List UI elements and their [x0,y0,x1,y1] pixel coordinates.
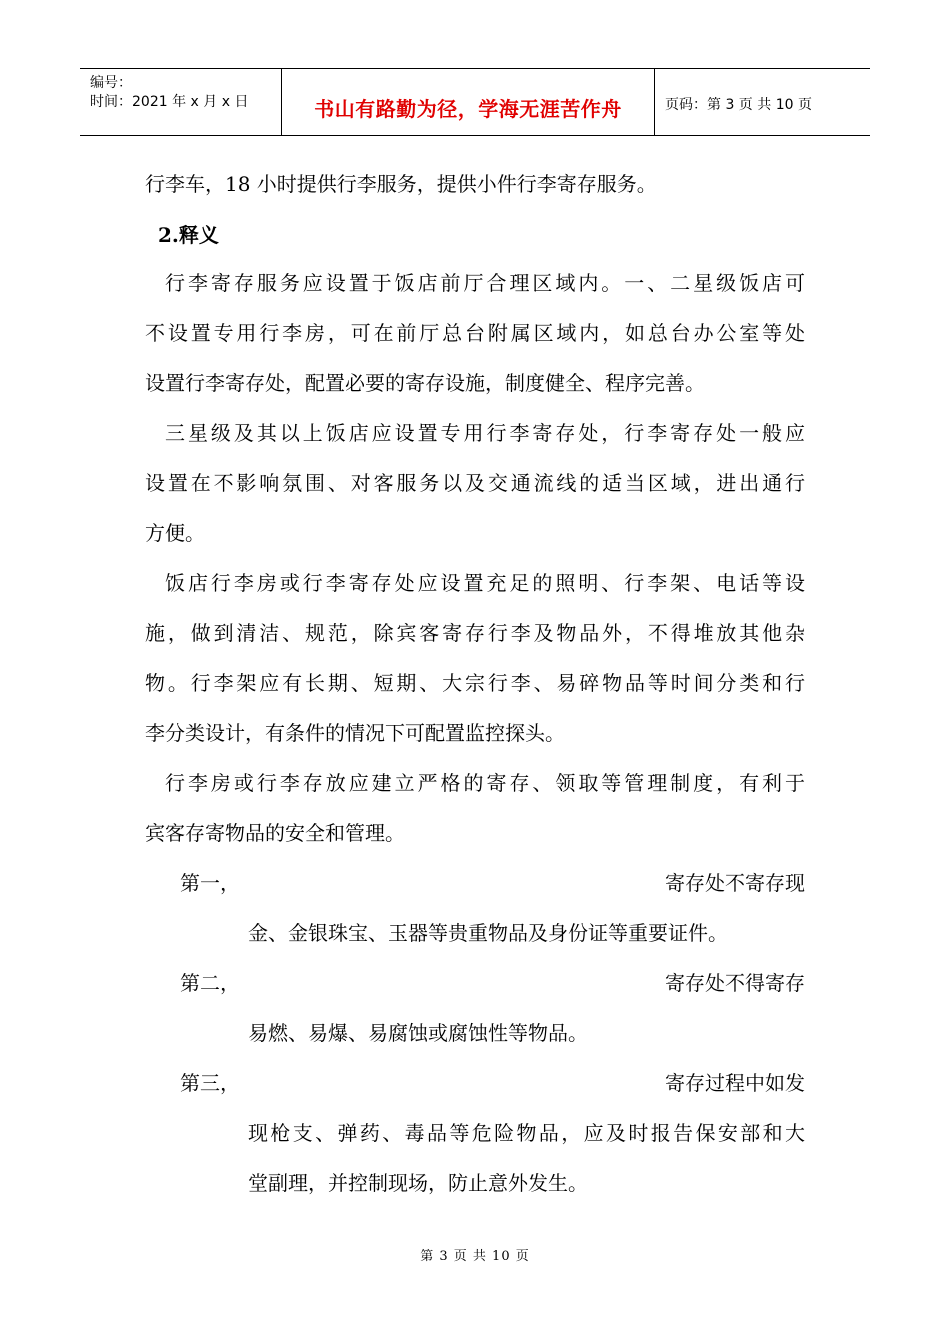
paragraph-line: 施，做到清洁、规范，除宾客寄存行李及物品外，不得堆放其他杂 [145,621,805,645]
header-motto-cell [282,69,655,135]
paragraph-line: 设置在不影响氛围、对客服务以及交通流线的适当区域，进出通行 [145,471,805,495]
paragraph-line: 三星级及其以上饭店应设置专用行李寄存处，行李寄存处一般应 [165,421,805,445]
paragraph-line: 不设置专用行李房，可在前厅总台附属区域内，如总台办公室等处 [145,321,805,345]
list-item-first: 寄存过程中如发 [665,1071,805,1095]
paragraph-line: 方便。 [145,521,205,545]
header-page-info: 页码：第 3 页 共 10 页 [665,97,812,113]
list-item-label: 第二， [180,971,240,995]
paragraph-line: 李分类设计，有条件的情况下可配置监控探头。 [145,721,565,745]
paragraph-line: 宾客存寄物品的安全和管理。 [145,821,405,845]
list-item-label: 第三， [180,1071,240,1095]
header-meta-cell [80,69,282,135]
paragraph-line: 行李寄存服务应设置于饭店前厅合理区域内。一、二星级饭店可 [165,271,805,295]
paragraph-line: 行李房或行李存放应建立严格的寄存、领取等管理制度，有利于 [165,771,805,795]
paragraph-line: 饭店行李房或行李寄存处应设置充足的照明、行李架、电话等设 [165,571,805,595]
list-item-text: 金、金银珠宝、玉器等贵重物品及身份证等重要证件。 [248,921,728,945]
header-motto: 书山有路勤为径，学海无涯苦作舟 [314,97,622,121]
list-item-first: 寄存处不得寄存 [665,971,805,995]
paragraph-line: 物。行李架应有长期、短期、大宗行李、易碎物品等时间分类和行 [145,671,805,695]
list-item-text: 易燃、易爆、易腐蚀或腐蚀性等物品。 [248,1021,588,1045]
page-footer: 第 3 页 共 10 页 [420,1249,530,1264]
list-item-text: 堂副理，并控制现场，防止意外发生。 [248,1171,588,1195]
list-item-text: 现枪支、弹药、毒品等危险物品，应及时报告保安部和大 [248,1121,805,1145]
intro-line: 行李车，18 小时提供行李服务，提供小件行李寄存服务。 [145,172,657,196]
list-item-label: 第一， [180,871,240,895]
header-page-cell [655,69,870,135]
document-date: 时间：2021 年 x 月 x 日 [90,94,249,110]
list-item-first: 寄存处不寄存现 [665,871,805,895]
page-header [80,68,870,136]
paragraph-line: 设置行李寄存处，配置必要的寄存设施，制度健全、程序完善。 [145,371,705,395]
section-heading: 2.释义 [158,223,219,247]
document-number-label: 编号： [90,75,132,91]
